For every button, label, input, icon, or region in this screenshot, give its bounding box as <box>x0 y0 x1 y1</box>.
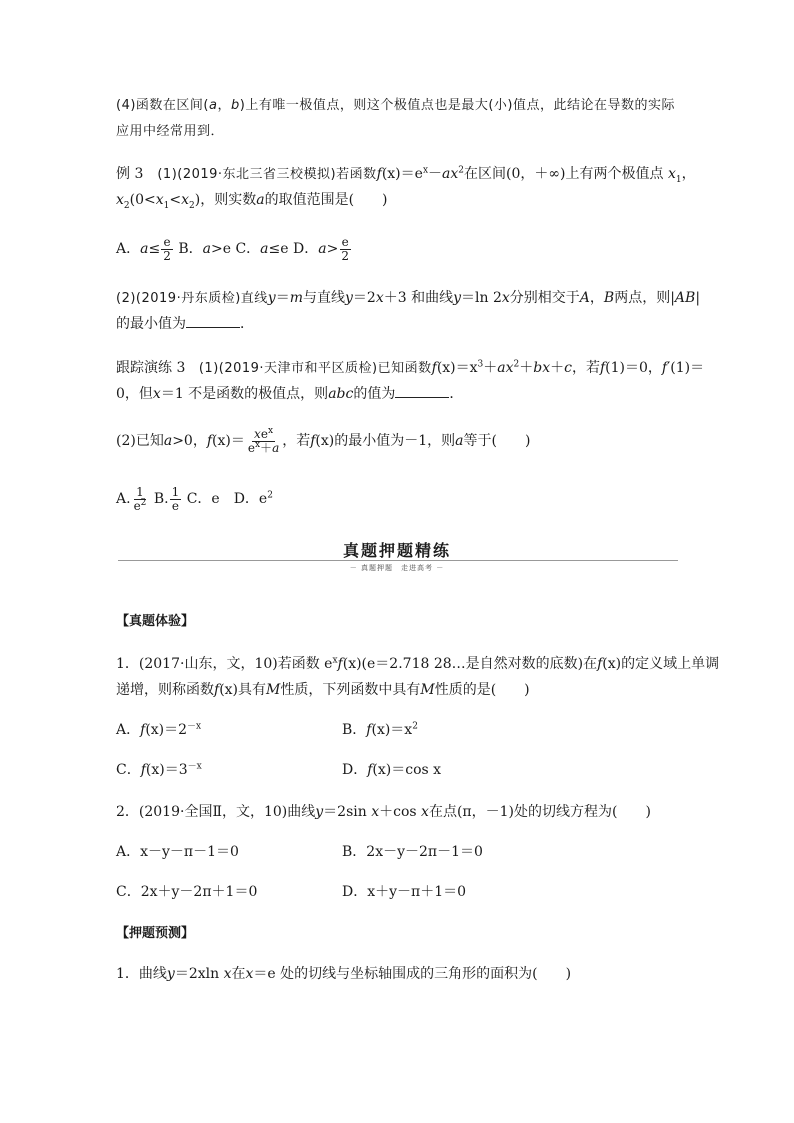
answer-blank[interactable] <box>186 315 240 328</box>
real-q1-option-a: A．$f(x)=2^{-x}$ <box>116 721 202 738</box>
answer-blank[interactable] <box>395 385 449 398</box>
section-divider <box>118 560 678 561</box>
fraction: $\frac{e}{2}$ <box>163 234 171 263</box>
real-q1-option-d: D．f(x)＝cos x <box>342 762 442 778</box>
track-label: 跟踪演练 3 <box>116 360 186 376</box>
example-3-line-2: $x_2(0<x_1<x_2)$，则实数a的取值范围是( ) <box>116 192 388 211</box>
fraction: $\frac{1}{e^2}$ <box>133 484 147 513</box>
real-exam-label: 【真题体验】 <box>116 614 195 629</box>
real-q2-option-b: B．2x－y－2π－1＝0 <box>342 844 483 860</box>
track-3-line-1: 跟踪演练 3 (1)(2019·天津市和平区质检)已知函数$f(x)=x^3+ax^2+bx+c$，若f(1)＝0，f′(1)＝ <box>116 359 705 376</box>
example-3-line-1: 例 3 (1)(2019·东北三省三校模拟)若函数$f(x)=e^x-ax^2$在区间(0，＋∞)上有两个极值点 $x_1$， <box>116 165 696 185</box>
real-q2-line: 2．(2019·全国Ⅱ，文，10)曲线y＝2sin x＋cos x在点(π，－1)处的切线方程为( ) <box>116 804 651 820</box>
note-line-1: (4)函数在区间(a，b)上有唯一极值点，则这个极值点也是最大(小)值点，此结论在导数的实际 <box>116 98 675 113</box>
predict-q1-line: 1．曲线y＝2xln x在x＝e 处的切线与坐标轴围成的三角形的面积为( ) <box>116 966 572 982</box>
fraction: $\frac{e}{2}$ <box>341 234 349 263</box>
track-3-line-2: 0，但x＝1 不是函数的极值点，则abc的值为 ． <box>116 386 464 402</box>
note-line-2: 应用中经常用到． <box>116 124 225 139</box>
example-3-options: A．a≤ $\frac{e}{2}$ B．a>e C．a≤e D．a> $\frac{e}{2}$ <box>116 234 349 263</box>
real-q1-line-1: 1．(2017·山东，文，10)若函数 $e^xf(x)(e=2.718$ 28…是自然对数的底数)在f(x)的定义域上单调 <box>116 655 720 672</box>
section-title: 真题押题精练 <box>342 541 451 560</box>
real-q1-option-b: B．$f(x)=x^2$ <box>342 721 418 738</box>
example-3-q2-line-1: (2)(2019·丹东质检)直线y＝m与直线y＝2x＋3 和曲线y＝ln 2x分别相交于A，B两点，则|AB| <box>116 290 701 306</box>
real-q1-line-2: 递增，则称函数f(x)具有M性质，下列函数中具有M性质的是( ) <box>116 682 530 698</box>
real-q2-option-a: A．x－y－π－1＝0 <box>116 844 239 860</box>
example-label: 例 3 <box>116 166 144 182</box>
fraction: $\frac{xe^x}{e^x+a}$ <box>247 425 280 455</box>
real-q2-option-d: D．x＋y－π＋1＝0 <box>342 884 467 900</box>
example-3-q2-line-2: 的最小值为 ． <box>116 316 254 332</box>
track-3-q2: (2)已知a>0，f(x)＝ $\frac{xe^x}{e^x+a}$ ，若f(x)的最小值为－1，则a等于( ) <box>116 425 531 455</box>
real-q2-option-c: C．2x＋y－2π＋1＝0 <box>116 884 258 900</box>
predict-label: 【押题预测】 <box>116 926 195 941</box>
section-subtitle: － 真题押题 走进高考 － <box>349 564 445 572</box>
track-3-options: A. $\frac{1}{e^2}$ B. $\frac{1}{e}$ C．e D．$e^2$ <box>116 484 273 513</box>
fraction: $\frac{1}{e}$ <box>171 484 180 513</box>
real-q1-option-c: C．$f(x)=3^{-x}$ <box>116 761 202 778</box>
